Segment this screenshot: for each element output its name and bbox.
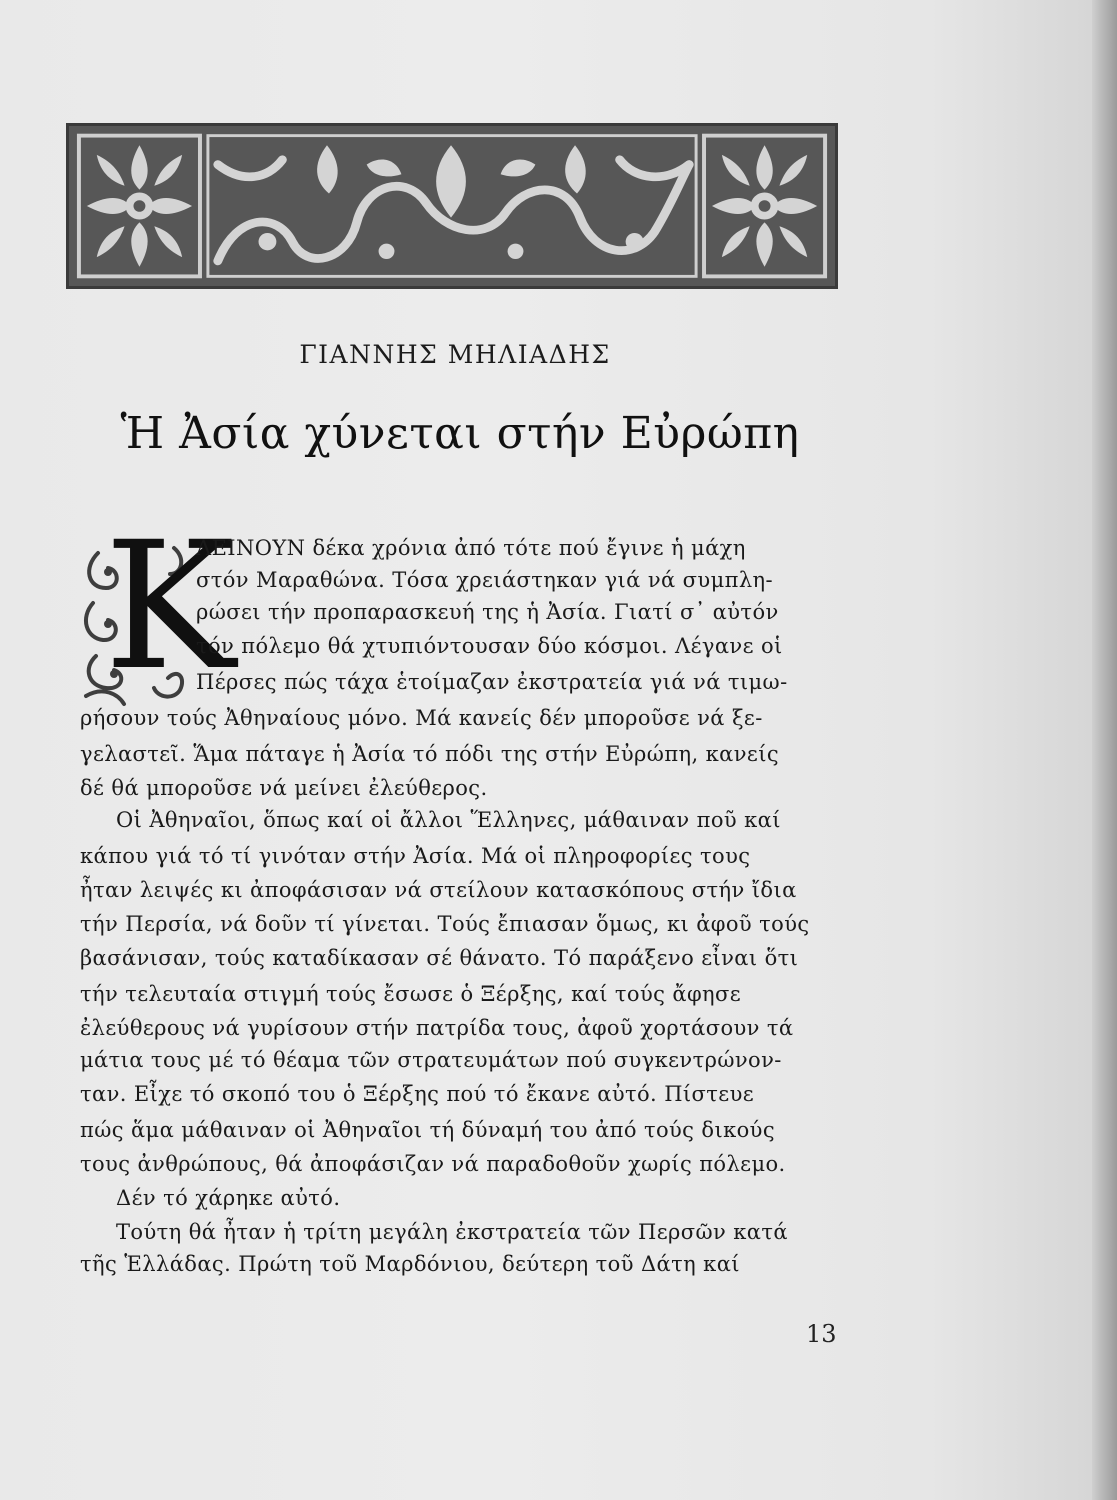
text-line: ἐλεύθερους νά γυρίσουν στήν πατρίδα τους, ἀφοῦ χορτάσουν τά [80,1016,794,1040]
text-line: δέ θά μποροῦσε νά μείνει ἐλεύθερος. [80,776,488,800]
text-line: ἦταν λειψές κι ἀποφάσισαν νά στείλουν κατασκόπους στήν ἴδια [80,878,797,902]
book-page-edge [1092,0,1117,1500]
text-line: Οἱ Ἀθηναῖοι, ὅπως καί οἱ ἄλλοι Ἕλληνες, μάθαιναν ποῦ καί [116,808,781,832]
text-line: ΛΕΙΝΟΥΝ δέκα χρόνια ἀπό τότε πού ἔγινε ἡ μάχη [196,536,746,560]
author-name: ΓΙΑΝΝΗΣ ΜΗΛΙΑΔΗΣ [299,340,611,369]
chapter-title: Ἡ Ἀσία χύνεται στήν Εὐρώπη [120,408,800,459]
text-line: τῆς Ἑλλάδας. Πρώτη τοῦ Μαρδόνιου, δεύτερη τοῦ Δάτη καί [80,1252,740,1276]
ornamental-headpiece [66,123,838,289]
text-line: τους ἀνθρώπους, θά ἀποφάσιζαν νά παραδοθοῦν χωρίς πόλεμο. [80,1152,786,1176]
text-line: γελαστεῖ. Ἅμα πάταγε ἡ Ἀσία τό πόδι της στήν Εὐρώπη, κανείς [80,742,779,766]
drop-cap-letter: Κ [104,504,236,709]
text-line: τήν τελευταία στιγμή τούς ἔσωσε ὁ Ξέρξης, καί τούς ἄφησε [80,982,742,1006]
text-line: βασάνισαν, τούς καταδίκασαν σέ θάνατο. Τό παράξενο εἶναι ὅτι [80,946,799,970]
text-line: πώς ἅμα μάθαιναν οἱ Ἀθηναῖοι τή δύναμή του ἀπό τούς δικούς [80,1118,775,1142]
text-line: ρήσουν τούς Ἀθηναίους μόνο. Μά κανείς δέν μποροῦσε νά ξε- [80,706,763,730]
text-line: ταν. Εἶχε τό σκοπό του ὁ Ξέρξης πού τό ἔκανε αὐτό. Πίστευε [80,1082,755,1106]
page-number: 13 [806,1320,837,1348]
text-line: Δέν τό χάρηκε αὐτό. [116,1186,341,1210]
text-line: τήν Περσία, νά δοῦν τί γίνεται. Τούς ἔπιασαν ὅμως, κι ἀφοῦ τούς [80,912,810,936]
text-line: Τούτη θά ἦταν ἡ τρίτη μεγάλη ἐκστρατεία τῶν Περσῶν κατά [116,1220,788,1244]
text-line: Πέρσες πώς τάχα ἑτοίμαζαν ἐκστρατεία γιά νά τιμω- [196,670,788,694]
text-line: ρώσει τήν προπαρασκευή της ἡ Ἀσία. Γιατί σ᾿ αὐτόν [196,600,779,624]
text-line: μάτια τους μέ τό θέαμα τῶν στρατευμάτων πού συγκεντρώνον- [80,1048,782,1072]
text-line: κάπου γιά τό τί γινόταν στήν Ἀσία. Μά οἱ πληροφορίες τους [80,844,751,868]
text-line: στόν Μαραθώνα. Τόσα χρειάστηκαν γιά νά συμπλη- [196,568,774,592]
text-line: τόν πόλεμο θά χτυπιόντουσαν δύο κόσμοι. Λέγανε οἱ [196,634,783,658]
